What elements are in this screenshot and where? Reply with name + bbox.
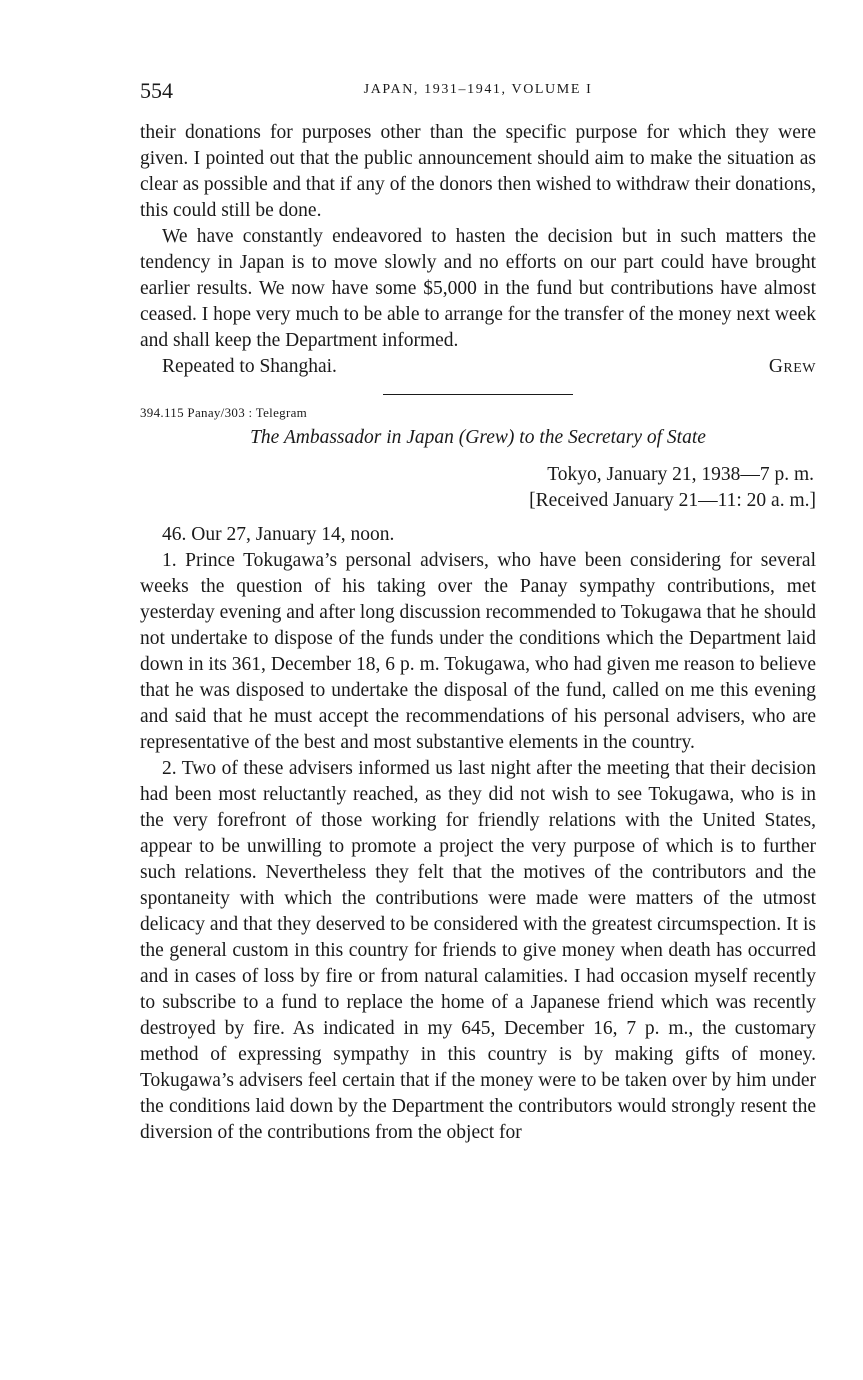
body-paragraph: 2. Two of these advisers informed us last night after the meeting that their decision had been most reluctantly reached, as they did not wish to see Tokugawa, who is in the very forefront of those working for friendly relations with the United States, appear to be unwilling to promote a project the very purpose of which is to further such relations. Nevertheless they felt that the motives of the contributors and the spontaneity with which the contributions were made were matters of the utmost delicacy and that they deserved to be considered with the greatest circumspection. It is the general custom in this country for friends to give money when death has occurred and in cases of loss by fire or from natural calamities. I had occasion myself recently to subscribe to a fund to replace the home of a Japanese friend which was recently destroyed by fire. As indicated in my 645, December 16, 7 p. m., the customary method of expressing sympathy in this country is by making gifts of money. Tokugawa’s advisers feel certain that if the money were to be taken over by him under the conditions laid down by the Department the contributors would strongly resent the diversion of the contributions from the object for	[140, 758, 816, 1143]
file-reference: 394.115 Panay/303 : Telegram	[140, 405, 308, 420]
closing-line	[140, 354, 816, 380]
running-title: JAPAN, 1931–1941, VOLUME I	[363, 82, 593, 97]
running-head	[140, 78, 816, 108]
section-divider	[383, 394, 573, 395]
page-number: 554	[140, 78, 173, 103]
dateline-block	[140, 462, 816, 514]
signature: Grew	[768, 356, 816, 377]
continued-paragraph: their donations for purposes other than the specific purpose for which they were given. I pointed out that the public announcement should aim to make the situation as clear as possible and that if any of the donors then wished to withdraw their donations, this could still be done.	[140, 122, 816, 221]
body-paragraph: We have constantly endeavored to hasten the decision but in such matters the tendency in Japan is to move slowly and no efforts on our part could have brought earlier results. We now have some $5,000 in the fund but contributions have almost ceased. I hope very much to be able to arrange for the transfer of the money next week and shall keep the Department informed.	[140, 226, 816, 351]
reference-line: 46. Our 27, January 14, noon.	[162, 524, 395, 545]
document-heading: The Ambassador in Japan (Grew) to the Secretary of State	[250, 427, 706, 448]
document-page	[140, 78, 816, 1146]
received-line: [Received January 21—11: 20 a. m.]	[529, 490, 816, 511]
dateline: Tokyo, January 21, 1938—7 p. m.	[547, 464, 814, 485]
body-paragraph: 1. Prince Tokugawa’s personal advisers, who have been considering for several weeks the question of his taking over the Panay sympathy contributions, met yesterday evening and after long discussion recommended to Tokugawa that he should not undertake to dispose of the funds under the conditions which the Department laid down in its 361, December 18, 6 p. m. Tokugawa, who had given me reason to believe that he was disposed to undertake the disposal of the fund, called on me this evening and said that he must accept the recommendations of his personal advisers, who are representative of the best and most substantive elements in the country.	[140, 550, 816, 753]
repeated-to-note: Repeated to Shanghai.	[162, 356, 337, 377]
